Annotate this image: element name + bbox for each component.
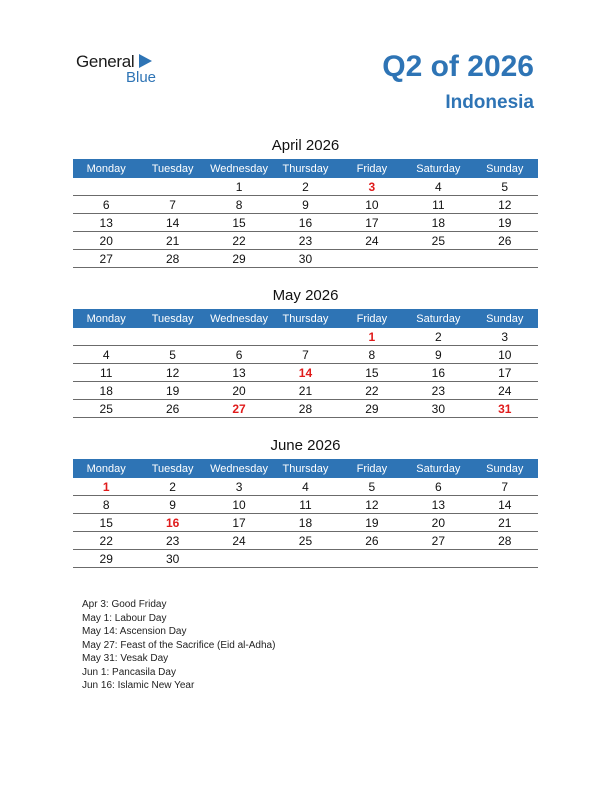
- day-cell: 7: [272, 346, 338, 364]
- day-cell: 2: [272, 178, 338, 196]
- day-cell: 19: [472, 214, 538, 232]
- day-cell: 13: [73, 214, 139, 232]
- day-cell: 4: [405, 178, 471, 196]
- day-cell: 19: [139, 382, 205, 400]
- day-cell: 29: [73, 550, 139, 568]
- brand-logo: [76, 52, 176, 88]
- day-cell: 26: [472, 232, 538, 250]
- day-cell: 28: [139, 250, 205, 268]
- day-cell: 25: [272, 532, 338, 550]
- day-cell: 23: [272, 232, 338, 250]
- day-cell: 18: [73, 382, 139, 400]
- day-cell: 14: [272, 364, 338, 382]
- weekday-header: Thursday: [272, 459, 338, 478]
- empty-day-cell: [139, 178, 205, 196]
- calendar-grid: [73, 159, 538, 268]
- weekday-header: Wednesday: [206, 159, 272, 178]
- country-title: Indonesia: [445, 92, 534, 113]
- day-cell: 24: [472, 382, 538, 400]
- empty-day-cell: [73, 328, 139, 346]
- day-cell: 6: [405, 478, 471, 496]
- day-cell: 10: [206, 496, 272, 514]
- day-cell: 17: [206, 514, 272, 532]
- day-cell: 15: [73, 514, 139, 532]
- day-cell: 15: [339, 364, 405, 382]
- weekday-header: Monday: [73, 159, 139, 178]
- day-cell: 12: [139, 364, 205, 382]
- week-row: [73, 532, 538, 550]
- empty-day-cell: [472, 550, 538, 568]
- day-cell: 14: [139, 214, 205, 232]
- weekday-header: Saturday: [405, 459, 471, 478]
- empty-day-cell: [472, 250, 538, 268]
- day-cell: 9: [272, 196, 338, 214]
- day-cell: 16: [139, 514, 205, 532]
- day-cell: 19: [339, 514, 405, 532]
- day-cell: 13: [206, 364, 272, 382]
- day-cell: 20: [73, 232, 139, 250]
- month-calendar-april: [73, 137, 538, 268]
- day-cell: 13: [405, 496, 471, 514]
- week-row: [73, 514, 538, 532]
- day-cell: 7: [472, 478, 538, 496]
- weekday-header-row: [73, 309, 538, 328]
- day-cell: 29: [206, 250, 272, 268]
- day-cell: 1: [339, 328, 405, 346]
- day-cell: 7: [139, 196, 205, 214]
- week-row: [73, 178, 538, 196]
- quarter-title: Q2 of 2026: [382, 50, 534, 83]
- day-cell: 5: [339, 478, 405, 496]
- week-row: [73, 400, 538, 418]
- day-cell: 21: [472, 514, 538, 532]
- day-cell: 17: [339, 214, 405, 232]
- week-row: [73, 364, 538, 382]
- week-row: [73, 232, 538, 250]
- day-cell: 21: [272, 382, 338, 400]
- weekday-header: Saturday: [405, 159, 471, 178]
- day-cell: 21: [139, 232, 205, 250]
- week-row: [73, 496, 538, 514]
- week-row: [73, 250, 538, 268]
- holiday-notes: [82, 598, 275, 693]
- day-cell: 26: [139, 400, 205, 418]
- weekday-header: Tuesday: [139, 159, 205, 178]
- empty-day-cell: [339, 250, 405, 268]
- weekday-header: Sunday: [472, 159, 538, 178]
- day-cell: 25: [405, 232, 471, 250]
- day-cell: 8: [73, 496, 139, 514]
- logo-word-blue: Blue: [126, 69, 157, 86]
- month-title: April 2026: [271, 137, 340, 154]
- weekday-header: Tuesday: [139, 459, 205, 478]
- day-cell: 11: [405, 196, 471, 214]
- day-cell: 28: [272, 400, 338, 418]
- day-cell: 26: [339, 532, 405, 550]
- day-cell: 4: [272, 478, 338, 496]
- day-cell: 16: [405, 364, 471, 382]
- day-cell: 4: [73, 346, 139, 364]
- day-cell: 12: [339, 496, 405, 514]
- weekday-header: Friday: [339, 159, 405, 178]
- day-cell: 9: [405, 346, 471, 364]
- empty-day-cell: [339, 550, 405, 568]
- day-cell: 20: [405, 514, 471, 532]
- day-cell: 14: [472, 496, 538, 514]
- day-cell: 9: [139, 496, 205, 514]
- day-cell: 30: [272, 250, 338, 268]
- weekday-header: Friday: [339, 309, 405, 328]
- empty-day-cell: [272, 328, 338, 346]
- day-cell: 22: [339, 382, 405, 400]
- day-cell: 5: [139, 346, 205, 364]
- weekday-header: Wednesday: [206, 459, 272, 478]
- day-cell: 6: [73, 196, 139, 214]
- day-cell: 3: [339, 178, 405, 196]
- weekday-header: Thursday: [272, 159, 338, 178]
- day-cell: 16: [272, 214, 338, 232]
- weekday-header: Wednesday: [206, 309, 272, 328]
- empty-day-cell: [73, 178, 139, 196]
- week-row: [73, 214, 538, 232]
- day-cell: 1: [206, 178, 272, 196]
- week-row: [73, 478, 538, 496]
- month-title: May 2026: [272, 287, 339, 304]
- day-cell: 6: [206, 346, 272, 364]
- day-cell: 30: [139, 550, 205, 568]
- empty-day-cell: [405, 550, 471, 568]
- day-cell: 30: [405, 400, 471, 418]
- day-cell: 3: [472, 328, 538, 346]
- day-cell: 23: [405, 382, 471, 400]
- day-cell: 1: [73, 478, 139, 496]
- day-cell: 3: [206, 478, 272, 496]
- day-cell: 24: [206, 532, 272, 550]
- calendar-grid: [73, 459, 538, 568]
- week-row: [73, 550, 538, 568]
- day-cell: 29: [339, 400, 405, 418]
- day-cell: 31: [472, 400, 538, 418]
- week-row: [73, 346, 538, 364]
- day-cell: 23: [139, 532, 205, 550]
- day-cell: 10: [339, 196, 405, 214]
- day-cell: 18: [405, 214, 471, 232]
- day-cell: 12: [472, 196, 538, 214]
- day-cell: 10: [472, 346, 538, 364]
- day-cell: 15: [206, 214, 272, 232]
- week-row: [73, 382, 538, 400]
- holiday-note: Jun 1: Pancasila Day: [82, 666, 176, 678]
- day-cell: 8: [339, 346, 405, 364]
- empty-day-cell: [272, 550, 338, 568]
- day-cell: 27: [206, 400, 272, 418]
- logo-flag-icon: [139, 54, 152, 68]
- month-calendar-june: [73, 437, 538, 568]
- weekday-header: Monday: [73, 459, 139, 478]
- day-cell: 2: [139, 478, 205, 496]
- holiday-note: Jun 16: Islamic New Year: [82, 680, 195, 691]
- week-row: [73, 196, 538, 214]
- holiday-note: May 1: Labour Day: [82, 612, 167, 624]
- day-cell: 11: [73, 364, 139, 382]
- weekday-header-row: [73, 459, 538, 478]
- day-cell: 22: [206, 232, 272, 250]
- day-cell: 27: [73, 250, 139, 268]
- weekday-header: Monday: [73, 309, 139, 328]
- day-cell: 2: [405, 328, 471, 346]
- weekday-header: Friday: [339, 459, 405, 478]
- holiday-note: May 31: Vesak Day: [82, 653, 169, 664]
- holiday-note: May 27: Feast of the Sacrifice (Eid al-Adha): [82, 639, 276, 651]
- empty-day-cell: [139, 328, 205, 346]
- weekday-header: Thursday: [272, 309, 338, 328]
- day-cell: 24: [339, 232, 405, 250]
- month-calendar-may: [73, 287, 538, 418]
- day-cell: 22: [73, 532, 139, 550]
- weekday-header: Saturday: [405, 309, 471, 328]
- empty-day-cell: [206, 328, 272, 346]
- holiday-note: May 14: Ascension Day: [82, 626, 187, 637]
- month-title: June 2026: [270, 437, 341, 454]
- holiday-note: Apr 3: Good Friday: [82, 599, 167, 610]
- weekday-header-row: [73, 159, 538, 178]
- empty-day-cell: [405, 250, 471, 268]
- day-cell: 11: [272, 496, 338, 514]
- week-row: [73, 328, 538, 346]
- weekday-header: Sunday: [472, 459, 538, 478]
- day-cell: 8: [206, 196, 272, 214]
- empty-day-cell: [206, 550, 272, 568]
- calendar-grid: [73, 309, 538, 418]
- day-cell: 18: [272, 514, 338, 532]
- day-cell: 25: [73, 400, 139, 418]
- day-cell: 5: [472, 178, 538, 196]
- weekday-header: Tuesday: [139, 309, 205, 328]
- day-cell: 28: [472, 532, 538, 550]
- day-cell: 20: [206, 382, 272, 400]
- weekday-header: Sunday: [472, 309, 538, 328]
- day-cell: 17: [472, 364, 538, 382]
- day-cell: 27: [405, 532, 471, 550]
- logo-word-general: General: [76, 52, 135, 71]
